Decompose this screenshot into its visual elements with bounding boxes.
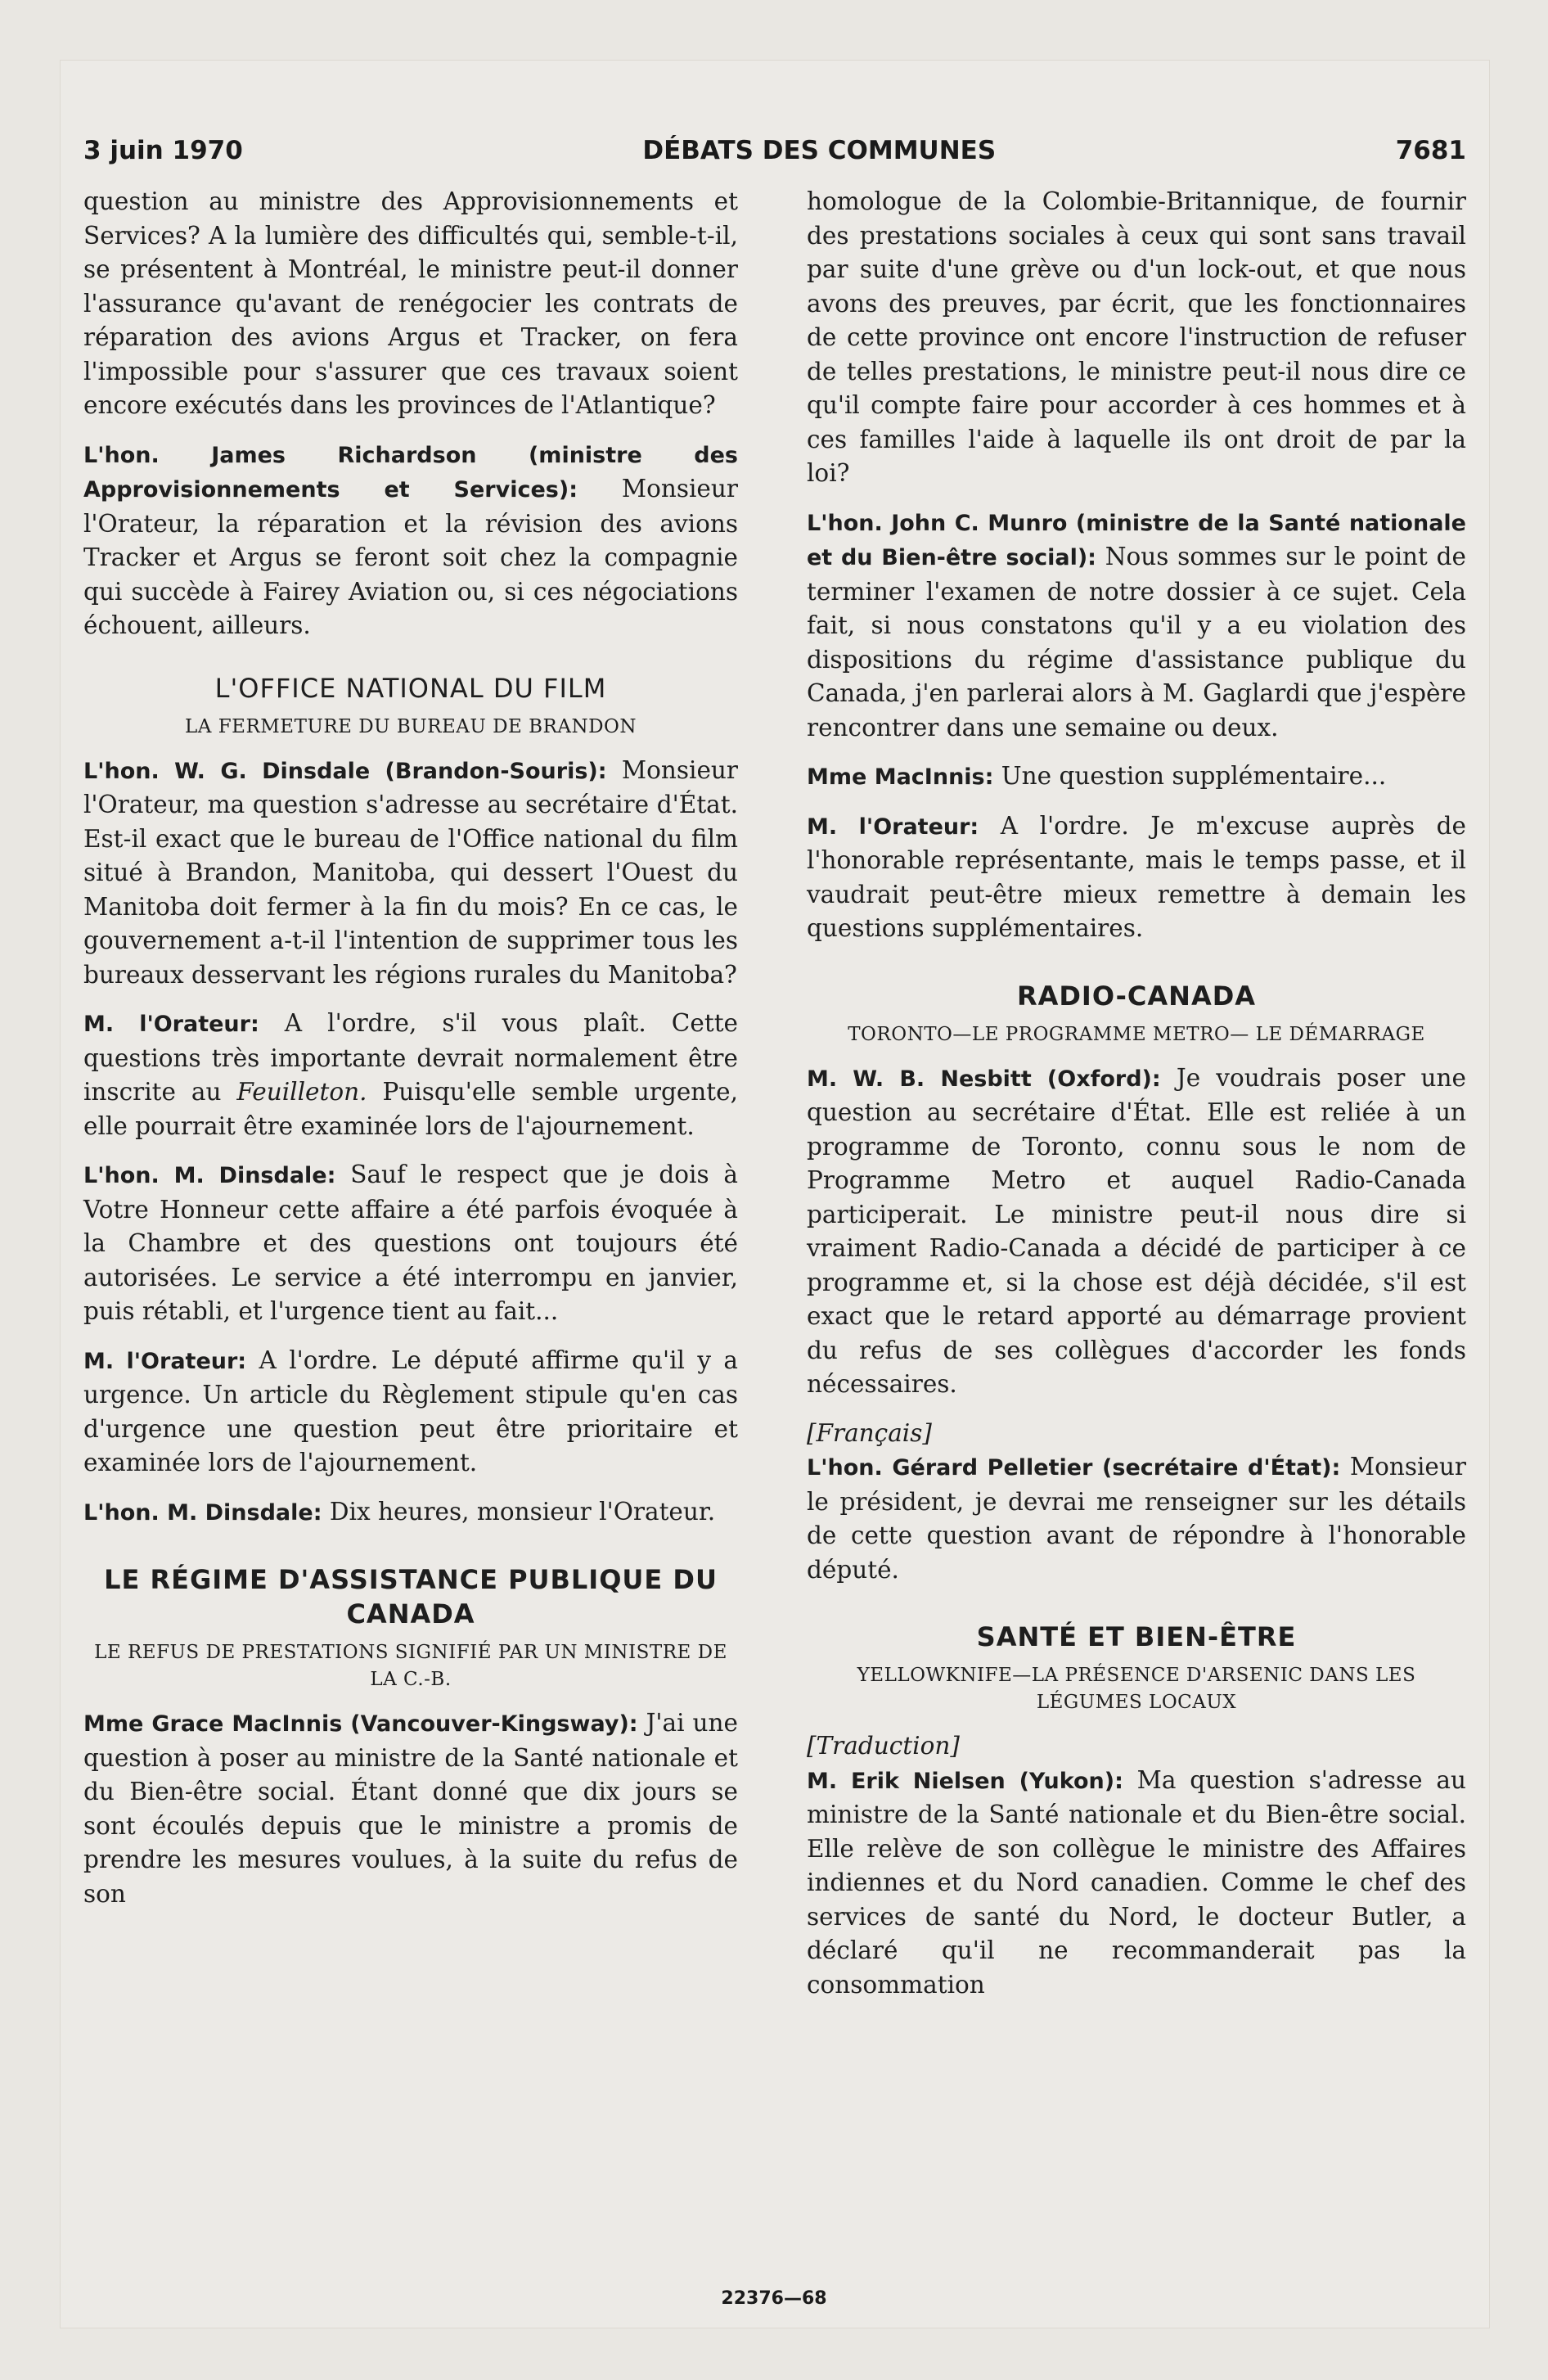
speaker-name: L'hon. Gérard Pelletier (secrétaire d'État): — [807, 1455, 1341, 1481]
page-header — [83, 131, 1466, 170]
left-column — [83, 185, 738, 1926]
speaker-name: L'hon. John C. Munro (ministre de la Santé nationale et du Bien-être social): — [807, 510, 1466, 570]
translation-note: [Français] — [807, 1418, 932, 1447]
paragraph — [807, 760, 1466, 795]
speech-text: Nous sommes sur le point de terminer l'examen de notre dossier à ce sujet. Cela fait, si nous constatons qu'il y a eu violation des dispositions du régime d'assistance publique du Canada, j'en parlerai alors à M. Gaglardi que j'espère rencontrer dans une semaine ou deux. — [807, 543, 1466, 741]
speech-text: Puisqu'elle semble urgente, elle pourrait être examinée lors de l'ajournement. — [83, 1078, 738, 1140]
right-column — [807, 185, 1466, 2017]
speech-text: Monsieur le président, je devrai me renseigner sur les détails de cette question avant de répondre à l'honorable député. — [807, 1453, 1466, 1584]
section-title: RADIO-CANADA — [1016, 980, 1257, 1012]
italic-text: Feuilleton. — [236, 1078, 367, 1106]
paragraph — [807, 809, 1466, 946]
speaker-name: M. W. B. Nesbitt (Oxford): — [807, 1066, 1161, 1092]
speech-text: Dix heures, monsieur l'Orateur. — [322, 1497, 716, 1526]
section-subtitle: LE REFUS DE PRESTATIONS SIGNIFIÉ PAR UN MINISTRE DE LA C.-B. — [94, 1642, 727, 1690]
speech-text: Ma question s'adresse au ministre de la Santé nationale et du Bien-être social. Elle relève de son collègue le ministre des Affaires indiennes et du Nord canadien. Comme le chef des services de santé du Nord, le docteur Butler, a déclaré qu'il ne recommanderait pas la consommation — [807, 1765, 1466, 1999]
speaker-name: Mme Grace MacInnis (Vancouver-Kingsway): — [83, 1711, 638, 1737]
paragraph — [83, 1344, 738, 1481]
paragraph — [807, 1764, 1466, 2003]
speech-text: Monsieur l'Orateur, ma question s'adresse au secrétaire d'État. Est-il exact que le bureau de l'Office national du film situé à Brandon, Manitoba, qui dessert l'Ouest du Manitoba doit fermer à la fin du mois? En ce cas, le gouvernement a-t-il l'intention de supprimer tous les bureaux desservant les régions rurales du Manitoba? — [83, 755, 739, 989]
speaker-name: M. l'Orateur: — [807, 814, 979, 840]
paragraph — [807, 1062, 1466, 1402]
paragraph — [83, 1495, 738, 1530]
speech-text: A l'ordre, s'il vous plaît. Cette questions très importante devrait normalement être inscrite au — [83, 1009, 739, 1106]
section-title: LE RÉGIME D'ASSISTANCE PUBLIQUE DU CANADA — [104, 1564, 718, 1629]
translation-note: [Traduction] — [807, 1732, 960, 1760]
paragraph: homologue de la Colombie-Britannique, de fournir des prestations sociales à ceux qui sont sans travail par suite d'une grève ou d'un lock-out, et que nous avons des preuves, par écrit, que les fonctionnaires de cette province ont encore l'instruction de refuser de telles prestations, le ministre peut-il nous dire ce qu'il compte faire pour accorder à ces hommes et à ces familles l'aide à laquelle ils ont droit de par la loi? — [807, 187, 1466, 487]
speech-text: Monsieur l'Orateur, la réparation et la révision des avions Tracker et Argus se feront soit chez la compagnie qui succède à Fairey Aviation ou, si ces négociations échouent, ailleurs. — [83, 475, 738, 639]
paragraph — [83, 438, 738, 643]
header-page-number: 7681 — [1395, 136, 1466, 165]
speaker-name: L'hon. James Richardson (ministre des Approvisionnements et Services): — [83, 442, 738, 503]
speech-text: J'ai une question à poser au ministre de la Santé nationale et du Bien-être social. Étant donné que dix jours se sont écoulés depuis que le ministre a promis de prendre les mesures voulues, à la suite du refus de son — [83, 1709, 738, 1908]
speech-text: Sauf le respect que je dois à Votre Honneur cette affaire a été parfois évoquée à la Chambre et des questions ont toujours été autorisées. Le service a été interrompu en janvier, puis rétabli, et l'urgence tient au fait... — [83, 1161, 738, 1325]
paragraph — [807, 506, 1466, 746]
paragraph — [83, 1706, 738, 1911]
section-subtitle: YELLOWKNIFE—LA PRÉSENCE D'ARSENIC DANS LES LÉGUMES LOCAUX — [857, 1665, 1416, 1713]
speaker-name: L'hon. M. Dinsdale: — [83, 1163, 336, 1188]
section-title: SANTÉ ET BIEN-ÊTRE — [976, 1621, 1297, 1652]
speech-text: A l'ordre. Le député affirme qu'il y a urgence. Un article du Règlement stipule qu'en cas d'urgence une question peut être prioritaire et examinée lors de l'ajournement. — [83, 1346, 738, 1476]
paragraph — [807, 1450, 1466, 1587]
speech-text: Une question supplémentaire... — [993, 762, 1387, 790]
speech-text: Je voudrais poser une question au secrétaire d'État. Elle est reliée à un programme de Toronto, connu sous le nom de Programme Metro et auquel Radio-Canada participerait. Le ministre peut-il nous dire si vraiment Radio-Canada a décidé de participer à ce programme et, si la chose est déjà décidée, s'il est exact que le retard apporté au démarrage provient du refus de ses collègues d'accorder les fonds nécessaires. — [807, 1063, 1467, 1398]
paragraph: question au ministre des Approvisionnements et Services? A la lumière des difficultés qui, semble-t-il, se présentent à Montréal, le ministre peut-il donner l'assurance qu'avant de renégocier les contrats de réparation des avions Argus et Tracker, on fera l'impossible pour s'assurer que ces travaux soient encore exécutés dans les provinces de l'Atlantique? — [83, 187, 738, 419]
speaker-name: M. l'Orateur: — [83, 1348, 247, 1374]
speech-text: A l'ordre. Je m'excuse auprès de l'honorable représentante, mais le temps passe, et il vaudrait peut-être mieux remettre à demain les questions supplémentaires. — [807, 811, 1466, 942]
speaker-name: Mme MacInnis: — [807, 764, 994, 790]
section-subtitle: LA FERMETURE DU BUREAU DE BRANDON — [185, 715, 637, 737]
paragraph — [83, 1007, 738, 1143]
header-title: DÉBATS DES COMMUNES — [642, 136, 997, 165]
header-date: 3 juin 1970 — [83, 136, 243, 165]
speaker-name: L'hon. M. Dinsdale: — [83, 1499, 322, 1526]
speaker-name: M. l'Orateur: — [83, 1012, 259, 1037]
section-subtitle: TORONTO—LE PROGRAMME METRO— LE DÉMARRAGE — [848, 1023, 1425, 1045]
paragraph — [83, 754, 738, 993]
paragraph — [83, 1158, 738, 1329]
section-title: L'OFFICE NATIONAL DU FILM — [214, 672, 607, 704]
speaker-name: M. Erik Nielsen (Yukon): — [807, 1768, 1123, 1794]
speaker-name: L'hon. W. G. Dinsdale (Brandon-Souris): — [83, 758, 607, 784]
footer-code: 22376—68 — [721, 2288, 827, 2309]
